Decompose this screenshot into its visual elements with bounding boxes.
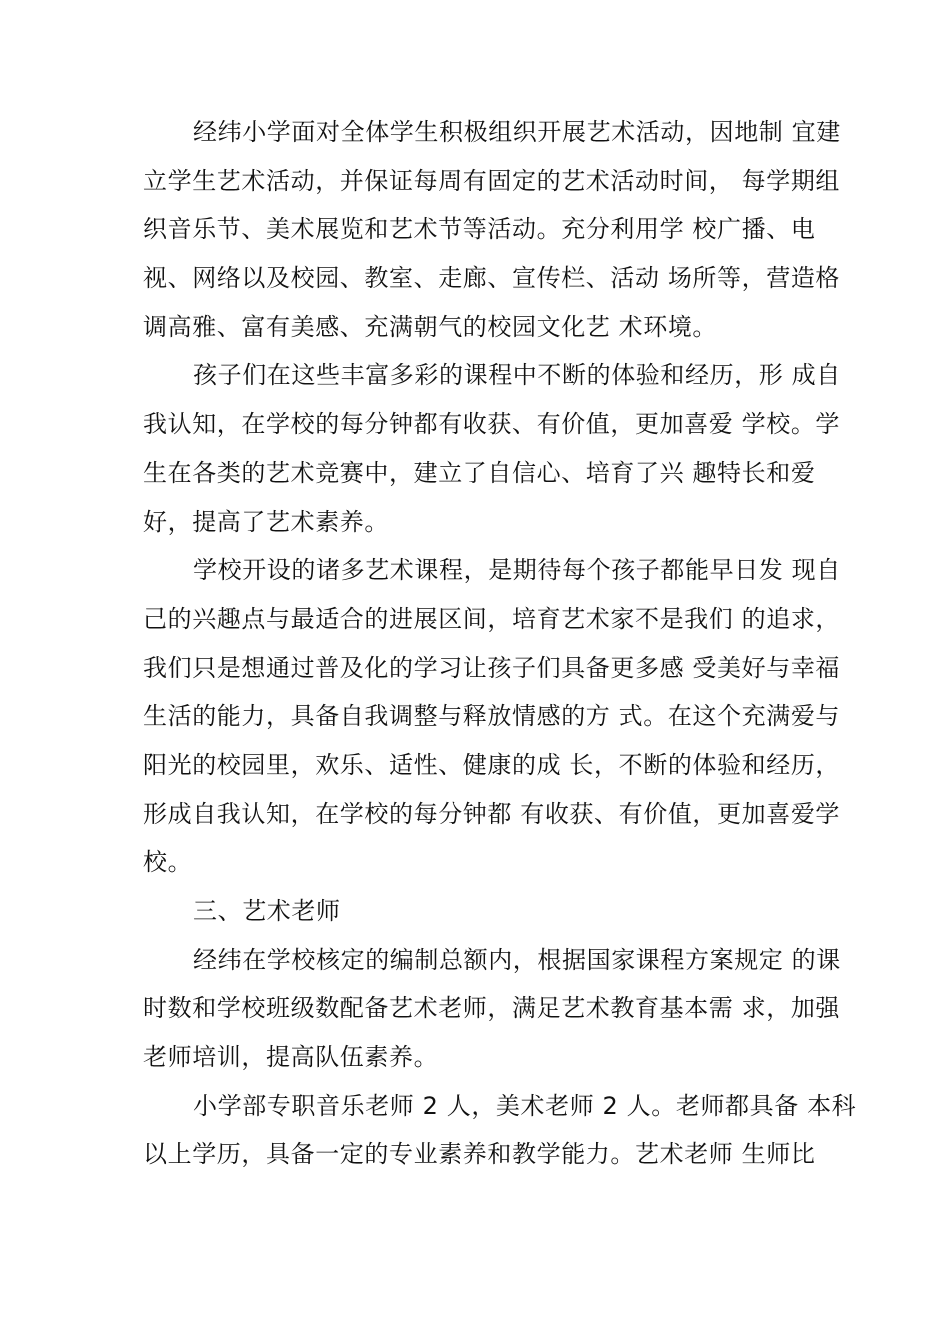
text-line: 调高雅、富有美感、充满朝气的校园文化艺 术环境。 bbox=[143, 312, 718, 341]
paragraph-teacher-numbers bbox=[143, 1082, 857, 1179]
text-line: 己的兴趣点与最适合的进展区间，培育艺术家不是我们 的追求， bbox=[143, 604, 841, 633]
text-line: 经纬在学校核定的编制总额内，根据国家课程方案规定 的课 bbox=[193, 945, 841, 974]
text-line: 生活的能力，具备自我调整与释放情感的方 式。在这个充满爱与 bbox=[143, 702, 841, 731]
text-line: 我认知，在学校的每分钟都有收获、有价值，更加喜爱 学校。学 bbox=[143, 410, 841, 439]
text-line: 经纬小学面对全体学生积极组织开展艺术活动，因地制 宜建 bbox=[193, 118, 841, 146]
document-body bbox=[143, 108, 857, 1179]
text-line: 小学部专职音乐老师 2 人，美术老师 2 人。老师都具备 本科 bbox=[193, 1091, 857, 1120]
text-line: 生在各类的艺术竞赛中，建立了自信心、培育了兴 趣特长和爱 bbox=[143, 458, 816, 487]
text-line: 时数和学校班级数配备艺术老师，满足艺术教育基本需 求，加强 bbox=[143, 994, 841, 1023]
text-line: 老师培训，提高队伍素养。 bbox=[143, 1043, 439, 1072]
text-line: 阳光的校园里，欢乐、适性、健康的成 长，不断的体验和经历， bbox=[143, 750, 841, 779]
text-line: 立学生艺术活动，并保证每周有固定的艺术活动时间， 每学期组 bbox=[143, 166, 841, 195]
section-heading: 三、艺术老师 bbox=[193, 897, 341, 925]
paragraph-teacher-staffing bbox=[143, 936, 841, 1082]
text-line: 好，提高了艺术素养。 bbox=[143, 507, 389, 536]
paragraph-art-activities bbox=[143, 108, 841, 351]
text-line: 我们只是想通过普及化的学习让孩子们具备更多感 受美好与幸福 bbox=[143, 653, 841, 682]
text-line: 学校开设的诸多艺术课程，是期待每个孩子都能早日发 现自 bbox=[193, 556, 841, 585]
text-line: 以上学历，具备一定的专业素养和教学能力。艺术老师 生师比 bbox=[143, 1140, 816, 1169]
text-line: 视、网络以及校园、教室、走廊、宣传栏、活动 场所等，营造格 bbox=[143, 264, 841, 293]
paragraph-children-experience bbox=[143, 351, 841, 546]
text-line: 织音乐节、美术展览和艺术节等活动。充分利用学 校广播、电 bbox=[143, 215, 816, 244]
text-line: 形成自我认知，在学校的每分钟都 有收获、有价值，更加喜爱学 bbox=[143, 799, 841, 828]
paragraph-art-courses bbox=[143, 546, 841, 887]
text-line: 孩子们在这些丰富多彩的课程中不断的体验和经历，形 成自 bbox=[193, 361, 841, 390]
text-line: 校。 bbox=[143, 848, 193, 877]
